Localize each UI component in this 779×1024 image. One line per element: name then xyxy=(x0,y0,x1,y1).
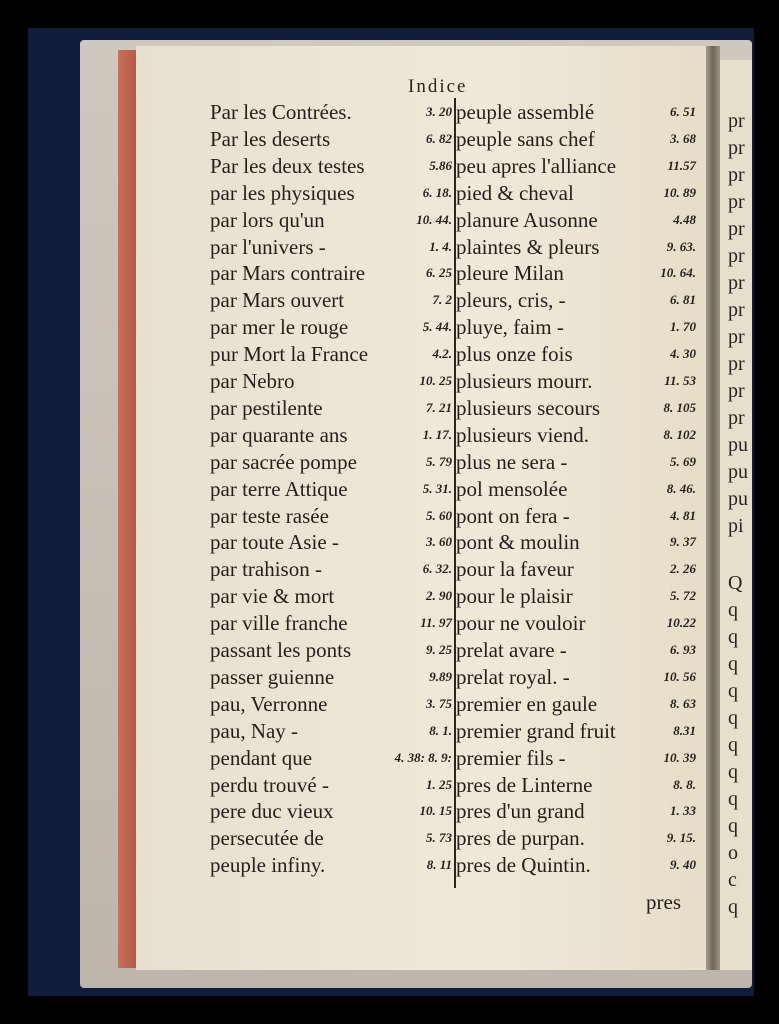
entry-term: par les physiques xyxy=(210,180,355,205)
entry-term: pau, Nay - xyxy=(210,718,299,743)
entry-reference: 4.48 xyxy=(673,211,696,227)
index-entry xyxy=(210,261,452,289)
entry-reference: 5.86 xyxy=(429,157,452,173)
entry-reference: 5. 72 xyxy=(670,588,696,604)
index-entry xyxy=(456,261,696,289)
entry-reference: 3. 60 xyxy=(426,534,452,550)
entry-reference: 3. 68 xyxy=(670,130,696,146)
facing-page-fragment: pu xyxy=(728,434,748,456)
entry-reference: 6. 32. xyxy=(422,561,452,577)
index-entry xyxy=(456,208,696,236)
entry-reference: 8. 8. xyxy=(673,776,696,792)
entry-reference: 8. 102 xyxy=(663,426,696,442)
entry-reference: 1. 33 xyxy=(670,803,696,819)
facing-page-fragment: c xyxy=(728,869,737,891)
index-entry xyxy=(210,773,452,801)
entry-term: pont on fera - xyxy=(456,503,570,528)
index-entry xyxy=(456,423,696,451)
entry-reference: 6. 93 xyxy=(670,642,696,657)
facing-page-fragment: pr xyxy=(728,407,745,429)
index-entry xyxy=(456,100,696,128)
entry-term: par Nebro xyxy=(210,369,295,393)
entry-reference: 6. 51 xyxy=(670,104,696,119)
index-entry xyxy=(456,530,696,558)
entry-term: pol mensolée xyxy=(456,476,568,501)
index-entry xyxy=(210,100,452,128)
index-entry xyxy=(456,826,696,854)
entry-reference: 4.2. xyxy=(432,346,452,362)
facing-page-fragment: pr xyxy=(728,110,745,132)
entry-reference: 5. 60 xyxy=(426,507,452,523)
facing-page-fragment: q xyxy=(728,734,738,756)
facing-page-fragment: pr xyxy=(728,299,745,321)
entry-term: pleurs, cris, - xyxy=(456,288,566,313)
index-entry xyxy=(210,396,452,424)
entry-reference: 7. 2 xyxy=(432,292,452,308)
entry-reference: 9. 25 xyxy=(426,642,452,657)
entry-reference: 2. 26 xyxy=(670,561,696,577)
index-entry xyxy=(210,692,452,720)
entry-reference: 5. 79 xyxy=(426,453,452,469)
entry-term: par toute Asie - xyxy=(210,530,339,555)
entry-reference: 2. 90 xyxy=(426,588,452,604)
entry-term: par Mars contraire xyxy=(210,261,366,286)
entry-reference: 10. 89 xyxy=(663,184,696,200)
entry-reference: 9.89 xyxy=(429,668,452,684)
index-entry xyxy=(456,611,696,639)
index-entry xyxy=(210,208,452,236)
entry-reference: 6. 25 xyxy=(426,265,452,281)
entry-term: pur Mort la France xyxy=(210,342,369,367)
entry-reference: 10. 56 xyxy=(663,668,696,684)
facing-page-fragment: q xyxy=(728,653,738,675)
entry-reference: 1. 17. xyxy=(422,426,452,442)
facing-page-fragment: pi xyxy=(728,515,744,537)
index-entry xyxy=(210,288,452,316)
catchword: pres xyxy=(646,890,681,914)
index-entry xyxy=(456,504,696,532)
entry-reference: 9. 15. xyxy=(666,830,696,846)
facing-page-fragment: pr xyxy=(728,272,745,294)
index-entry xyxy=(210,315,452,343)
facing-page-fragment: pr xyxy=(728,137,745,159)
entry-reference: 4. 38: 8. 9: xyxy=(394,749,452,765)
index-entry xyxy=(210,181,452,209)
entry-term: pour le plaisir xyxy=(456,584,573,609)
facing-page-fragment: q xyxy=(728,626,738,648)
entry-reference: 1. 70 xyxy=(670,319,696,335)
index-entry xyxy=(210,369,452,397)
index-entry xyxy=(210,853,452,881)
facing-page-fragment: q xyxy=(728,599,738,621)
entry-term: pont & moulin xyxy=(456,530,580,555)
entry-term: Par les deux testes xyxy=(210,153,365,178)
index-entry xyxy=(210,584,452,612)
index-entry xyxy=(456,557,696,585)
entry-term: plus onze fois xyxy=(456,342,573,367)
entry-term: pleure Milan xyxy=(456,261,564,286)
entry-term: pied & cheval xyxy=(456,180,574,205)
index-entry xyxy=(210,235,452,263)
entry-term: pres de Linterne xyxy=(456,772,593,797)
index-entry xyxy=(210,638,452,666)
entry-reference: 10. 15 xyxy=(419,803,452,819)
entry-reference: 10. 44. xyxy=(416,211,452,227)
index-entry xyxy=(210,423,452,451)
index-entry xyxy=(210,746,452,774)
entry-term: pour ne vouloir xyxy=(456,611,586,636)
entry-term: plusieurs mourr. xyxy=(456,369,593,393)
entry-term: pres de purpan. xyxy=(456,826,585,851)
entry-reference: 10. 25 xyxy=(419,373,452,388)
index-entry xyxy=(456,477,696,505)
entry-term: persecutée de xyxy=(210,826,324,851)
entry-term: Par les deserts xyxy=(210,126,331,151)
entry-term: passant les ponts xyxy=(210,638,352,662)
index-entry xyxy=(456,342,696,370)
entry-reference: 7. 21 xyxy=(426,399,452,415)
index-entry xyxy=(210,719,452,747)
index-entry xyxy=(210,127,452,155)
facing-page-fragment: pr xyxy=(728,164,745,186)
entry-reference: 4. 81 xyxy=(670,507,696,523)
entry-term: passer guienne xyxy=(210,664,335,689)
entry-reference: 11. 53 xyxy=(664,373,696,388)
entry-term: peuple infiny. xyxy=(210,853,326,878)
entry-term: pau, Verronne xyxy=(210,691,328,716)
index-entry xyxy=(456,853,696,881)
index-entry xyxy=(456,396,696,424)
facing-page-fragment: Q xyxy=(728,572,743,594)
facing-page xyxy=(720,60,752,970)
entry-reference: 8. 11 xyxy=(426,857,452,873)
facing-page-fragment: pr xyxy=(728,218,745,240)
entry-reference: 10. 39 xyxy=(663,749,696,765)
entry-term: par pestilente xyxy=(210,395,323,420)
entry-term: pour la faveur xyxy=(456,557,574,582)
entry-term: par terre Attique xyxy=(210,476,348,501)
entry-term: plusieurs viend. xyxy=(456,422,589,447)
index-entry xyxy=(456,369,696,397)
entry-reference: 8. 105 xyxy=(663,399,696,415)
entry-term: par Mars ouvert xyxy=(210,288,345,313)
entry-reference: 1. 4. xyxy=(429,238,452,254)
entry-term: par mer le rouge xyxy=(210,315,349,340)
index-entry xyxy=(456,773,696,801)
index-entry xyxy=(456,288,696,316)
page-header: Indice xyxy=(408,76,468,97)
entry-reference: 9. 40 xyxy=(670,857,696,873)
entry-term: premier fils - xyxy=(456,745,566,770)
entry-reference: 9. 37 xyxy=(670,534,696,550)
facing-page-fragment: q xyxy=(728,815,738,837)
entry-term: perdu trouvé - xyxy=(210,772,329,797)
entry-term: par quarante ans xyxy=(210,422,348,447)
entry-reference: 10. 64. xyxy=(660,265,696,281)
entry-term: pere duc vieux xyxy=(210,799,334,824)
entry-reference: 10.22 xyxy=(666,615,696,631)
entry-reference: 4. 30 xyxy=(670,346,696,362)
entry-term: peuple assemblé xyxy=(456,100,595,124)
index-entry xyxy=(456,315,696,343)
index-entry xyxy=(456,181,696,209)
entry-term: par trahison - xyxy=(210,557,322,582)
entry-term: pluye, faim - xyxy=(456,315,564,340)
facing-page-fragment: pu xyxy=(728,488,748,510)
entry-term: par teste rasée xyxy=(210,503,329,528)
entry-term: prelat avare - xyxy=(456,638,567,662)
book-gutter xyxy=(706,46,720,970)
index-entry xyxy=(210,477,452,505)
facing-page-fragment: q xyxy=(728,680,738,702)
facing-page-fragment: pr xyxy=(728,245,745,267)
page-edge xyxy=(118,50,136,968)
entry-reference: 8. 1. xyxy=(429,722,452,738)
index-entry xyxy=(210,154,452,182)
entry-term: premier en gaule xyxy=(456,691,598,716)
index-entry xyxy=(210,504,452,532)
entry-term: par lors qu'un xyxy=(210,207,325,232)
entry-term: plusieurs secours xyxy=(456,395,601,420)
entry-term: premier grand fruit xyxy=(456,718,616,743)
index-entry xyxy=(210,665,452,693)
entry-term: peu apres l'alliance xyxy=(456,153,617,178)
entry-term: par vie & mort xyxy=(210,584,335,609)
entry-term: peuple sans chef xyxy=(456,126,595,151)
entry-reference: 8. 46. xyxy=(666,480,696,496)
index-entry xyxy=(456,154,696,182)
entry-term: Par les Contrées. xyxy=(210,100,352,124)
entry-reference: 6. 82 xyxy=(426,130,452,146)
facing-page-fragment: pr xyxy=(728,326,745,348)
entry-reference: 3. 75 xyxy=(426,695,452,711)
entry-reference: 6. 81 xyxy=(670,292,696,308)
entry-reference: 5. 73 xyxy=(426,830,452,846)
entry-reference: 9. 63. xyxy=(666,238,696,254)
index-entry xyxy=(456,799,696,827)
entry-term: par sacrée pompe xyxy=(210,449,357,474)
facing-page-fragment: q xyxy=(728,707,738,729)
entry-term: plaintes & pleurs xyxy=(456,234,600,259)
entry-term: pendant que xyxy=(210,745,313,770)
index-entry xyxy=(456,638,696,666)
index-entry xyxy=(210,611,452,639)
index-entry xyxy=(456,235,696,263)
index-entry xyxy=(210,557,452,585)
index-entry xyxy=(456,746,696,774)
facing-page-fragment: pr xyxy=(728,380,745,402)
index-entry xyxy=(456,719,696,747)
facing-page-fragment: pu xyxy=(728,461,748,483)
entry-reference: 3. 20 xyxy=(426,104,452,119)
facing-page-fragment: q xyxy=(728,896,738,918)
facing-page-fragment: pr xyxy=(728,191,745,213)
facing-page-fragment: q xyxy=(728,788,738,810)
entry-term: pres de Quintin. xyxy=(456,853,591,878)
facing-page-fragment: q xyxy=(728,761,738,783)
index-entry xyxy=(210,342,452,370)
entry-term: pres d'un grand xyxy=(456,799,585,824)
entry-reference: 5. 31. xyxy=(422,480,452,496)
index-entry xyxy=(210,799,452,827)
index-entry xyxy=(456,450,696,478)
entry-reference: 1. 25 xyxy=(426,776,452,792)
index-entry xyxy=(210,826,452,854)
entry-reference: 11.57 xyxy=(667,157,696,173)
entry-term: prelat royal. - xyxy=(456,664,570,689)
entry-reference: 5. 44. xyxy=(422,319,452,335)
index-entry xyxy=(456,127,696,155)
index-entry xyxy=(456,665,696,693)
entry-reference: 8.31 xyxy=(673,722,696,738)
entry-term: planure Ausonne xyxy=(456,207,598,232)
index-entry xyxy=(210,450,452,478)
entry-term: par l'univers - xyxy=(210,234,326,259)
facing-page-fragment: pr xyxy=(728,353,745,375)
entry-term: par ville franche xyxy=(210,611,348,636)
index-entry xyxy=(456,584,696,612)
entry-reference: 8. 63 xyxy=(670,695,696,711)
index-entry xyxy=(456,692,696,720)
entry-reference: 6. 18. xyxy=(422,184,452,200)
entry-reference: 11. 97 xyxy=(420,615,452,631)
entry-term: plus ne sera - xyxy=(456,449,568,474)
index-entry xyxy=(210,530,452,558)
entry-reference: 5. 69 xyxy=(670,453,696,469)
facing-page-fragment: o xyxy=(728,842,738,864)
